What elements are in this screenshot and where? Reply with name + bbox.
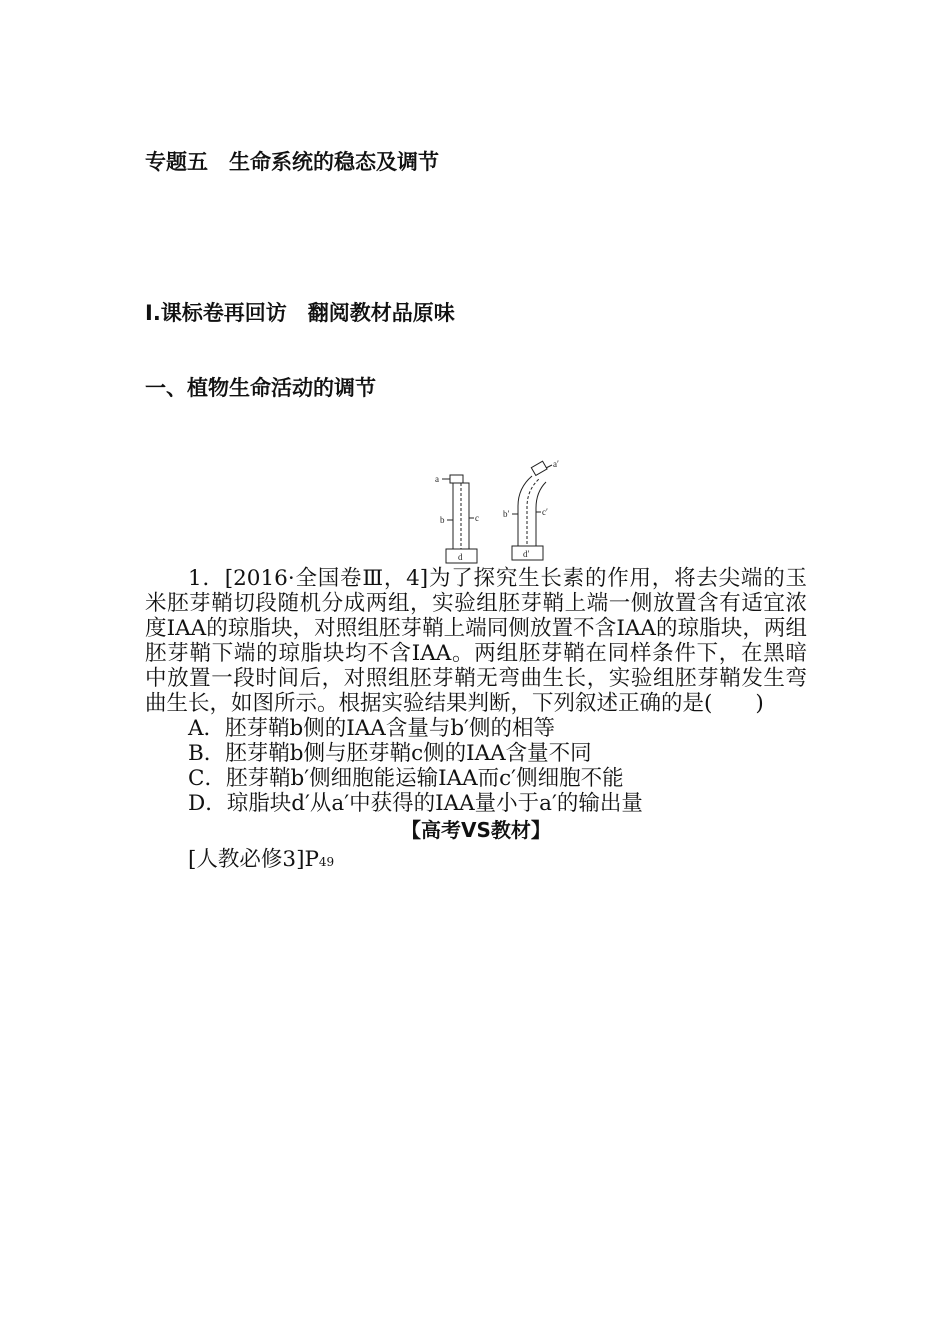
label-d-prime: d′ — [523, 549, 530, 559]
control-coleoptile — [442, 475, 477, 563]
label-a-prime: a′ — [553, 459, 559, 469]
coleoptile-figure — [432, 458, 572, 566]
textbook-reference-page: 49 — [318, 855, 335, 869]
option-b: B．胚芽鞘b侧与胚芽鞘c侧的IAA含量不同 — [188, 741, 592, 766]
label-c: c — [475, 513, 479, 523]
question-stem: 1．[2016·全国卷Ⅲ，4]为了探究生长素的作用，将去尖端的玉米胚芽鞘切段随机分成两组，实验组胚芽鞘上端一侧放置含有适宜浓度IAA的琼脂块，对照组胚芽鞘上端同侧放置不含IAA的琼脂块，两组胚芽鞘下端的琼脂块均不含IAA。两组胚芽鞘在同样条件下，在黑暗中放置一段时间后，对照组胚芽鞘无弯曲生长，实验组胚芽鞘发生弯曲生长，如图所示。根据实验结果判断，下列叙述正确的是( ) — [145, 566, 807, 716]
compare-heading: 【高考VS教材】 — [401, 818, 551, 842]
label-b-prime: b′ — [503, 509, 510, 519]
textbook-reference — [145, 847, 807, 875]
option-a: A．胚芽鞘b侧的IAA含量与b′侧的相等 — [188, 716, 555, 741]
question-block — [145, 566, 807, 875]
section-heading-plant-regulation: 一、植物生命活动的调节 — [145, 376, 376, 400]
label-a: a — [435, 474, 439, 484]
label-b: b — [440, 515, 445, 525]
textbook-reference-main: [人教必修3]P — [188, 847, 319, 872]
page-title: 专题五 生命系统的稳态及调节 — [145, 150, 439, 174]
option-d: D．琼脂块d′从a′中获得的IAA量小于a′的输出量 — [188, 791, 643, 816]
label-d: d — [458, 552, 463, 562]
option-c: C．胚芽鞘b′侧细胞能运输IAA而c′侧细胞不能 — [188, 766, 624, 791]
section-heading-review: Ⅰ.课标卷再回访 翻阅教材品原味 — [145, 301, 455, 325]
label-c-prime: c′ — [542, 507, 548, 517]
